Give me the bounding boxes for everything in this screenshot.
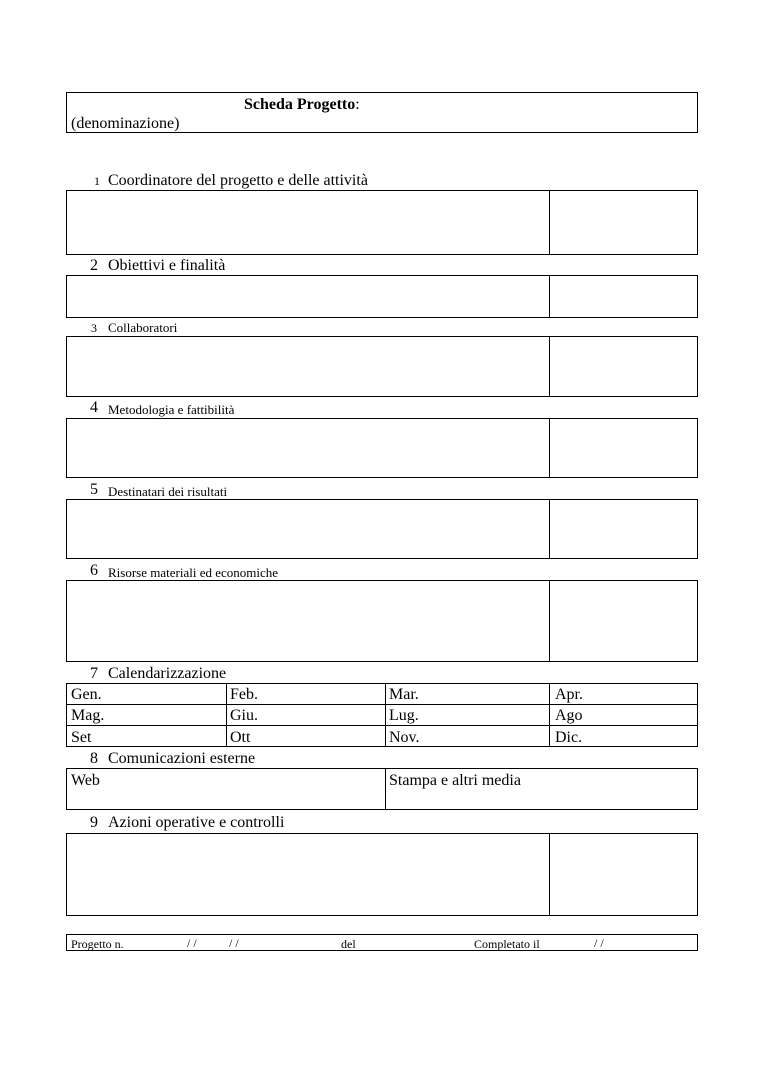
section-2-divider <box>549 275 550 318</box>
calendar-cell[interactable]: Dic. <box>555 729 583 746</box>
calendar-cell[interactable]: Lug. <box>389 707 419 724</box>
section-number-3: 3 <box>91 321 97 335</box>
calendar-cell[interactable]: Ago <box>555 707 583 724</box>
calendar-cell[interactable]: Nov. <box>389 729 420 746</box>
calendar-cell[interactable]: Gen. <box>71 686 102 703</box>
calendar-cell[interactable]: Mar. <box>389 686 419 703</box>
section-number-6: 6 <box>90 562 98 579</box>
footer-box <box>66 934 698 951</box>
section-6-field[interactable] <box>66 580 698 662</box>
calendar-cell[interactable]: Feb. <box>230 686 258 703</box>
section-label-5: Destinatari dei risultati <box>108 484 228 499</box>
project-number-slashes[interactable]: / / <box>229 936 239 950</box>
section-label-9: Azioni operative e controlli <box>108 814 285 831</box>
calendar-cell[interactable]: Mag. <box>71 707 105 724</box>
calendar-col-line-1 <box>226 683 227 747</box>
section-4-divider <box>549 418 550 478</box>
section-label-7: Calendarizzazione <box>108 665 227 682</box>
calendar-cell[interactable]: Giu. <box>230 707 258 724</box>
communications-table[interactable] <box>66 768 698 810</box>
section-label-3: Collaboratori <box>108 320 178 335</box>
communications-divider <box>385 768 386 810</box>
section-number-8: 8 <box>90 750 98 767</box>
section-5-divider <box>549 499 550 559</box>
calendar-col-line-2 <box>385 683 386 747</box>
section-5-field[interactable] <box>66 499 698 559</box>
project-sheet-title: Scheda Progetto: <box>244 96 360 113</box>
header-box <box>66 92 698 133</box>
completed-label: Completato il <box>474 937 540 951</box>
project-number-label: Progetto n. <box>71 937 124 951</box>
calendar-col-line-3 <box>549 683 550 747</box>
section-9-field[interactable] <box>66 833 698 916</box>
section-number-5: 5 <box>90 481 98 498</box>
section-number-4: 4 <box>90 399 98 416</box>
calendar-cell[interactable]: Apr. <box>555 686 583 703</box>
completed-date-slashes[interactable]: / / <box>594 936 604 950</box>
calendar-row-line-2 <box>66 725 698 726</box>
calendar-cell[interactable]: Set <box>71 729 92 746</box>
calendar-table <box>66 683 698 747</box>
section-number-7: 7 <box>90 665 98 682</box>
section-number-1: 1 <box>94 174 100 188</box>
project-number-slashes[interactable]: / / <box>187 936 197 950</box>
section-1-divider <box>549 190 550 255</box>
section-4-field[interactable] <box>66 418 698 478</box>
denomination-label: (denominazione) <box>71 115 180 132</box>
web-label: Web <box>71 772 100 789</box>
section-number-9: 9 <box>90 814 98 831</box>
section-label-6: Risorse materiali ed economiche <box>108 565 279 580</box>
section-6-divider <box>549 580 550 662</box>
calendar-row-line-1 <box>66 704 698 705</box>
press-media-label: Stampa e altri media <box>389 772 521 789</box>
section-label-4: Metodologia e fattibilità <box>108 402 235 417</box>
calendar-cell[interactable]: Ott <box>230 729 251 746</box>
section-label-1: Coordinatore del progetto e delle attività <box>108 172 368 189</box>
section-1-field[interactable] <box>66 190 698 255</box>
section-label-2: Obiettivi e finalità <box>108 257 226 274</box>
del-label: del <box>341 937 356 951</box>
section-number-2: 2 <box>90 257 98 274</box>
section-3-field[interactable] <box>66 336 698 397</box>
section-3-divider <box>549 336 550 397</box>
section-9-divider <box>549 833 550 916</box>
section-label-8: Comunicazioni esterne <box>108 750 256 767</box>
section-2-field[interactable] <box>66 275 698 318</box>
